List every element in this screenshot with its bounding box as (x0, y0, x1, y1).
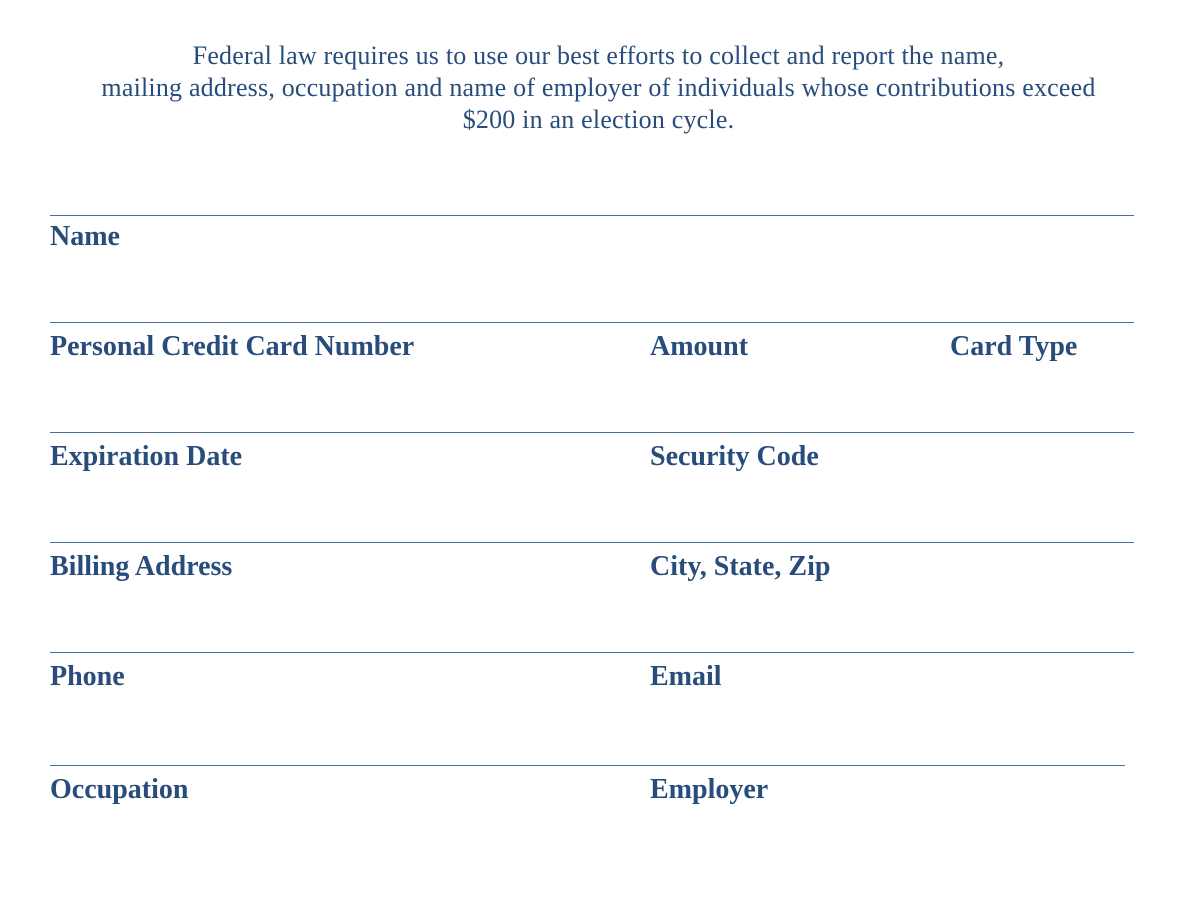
employer-label: Employer (650, 774, 769, 805)
card-number-rule (50, 322, 1134, 323)
card-number-label: Personal Credit Card Number (50, 331, 415, 362)
security-code-label: Security Code (650, 441, 819, 472)
expiration-date-label: Expiration Date (50, 441, 243, 472)
occupation-rule (50, 765, 1125, 766)
disclosure-notice-line-2: mailing address, occupation and name of employer of individuals whose contributions exceed (101, 73, 1096, 102)
disclosure-notice (40, 40, 1157, 136)
occupation-label: Occupation (50, 774, 189, 805)
name-label: Name (50, 221, 120, 252)
name-rule (50, 215, 1134, 216)
disclosure-notice-line-3: $200 in an election cycle. (462, 105, 735, 134)
amount-label: Amount (650, 331, 749, 362)
phone-rule (50, 652, 1134, 653)
billing-address-label: Billing Address (50, 551, 233, 582)
phone-label: Phone (50, 661, 125, 692)
expiration-rule (50, 432, 1134, 433)
card-type-label: Card Type (950, 331, 1078, 362)
email-label: Email (650, 661, 722, 692)
billing-address-rule (50, 542, 1134, 543)
city-state-zip-label: City, State, Zip (650, 551, 831, 582)
disclosure-notice-line-1: Federal law requires us to use our best efforts to collect and report the name, (192, 41, 1005, 70)
